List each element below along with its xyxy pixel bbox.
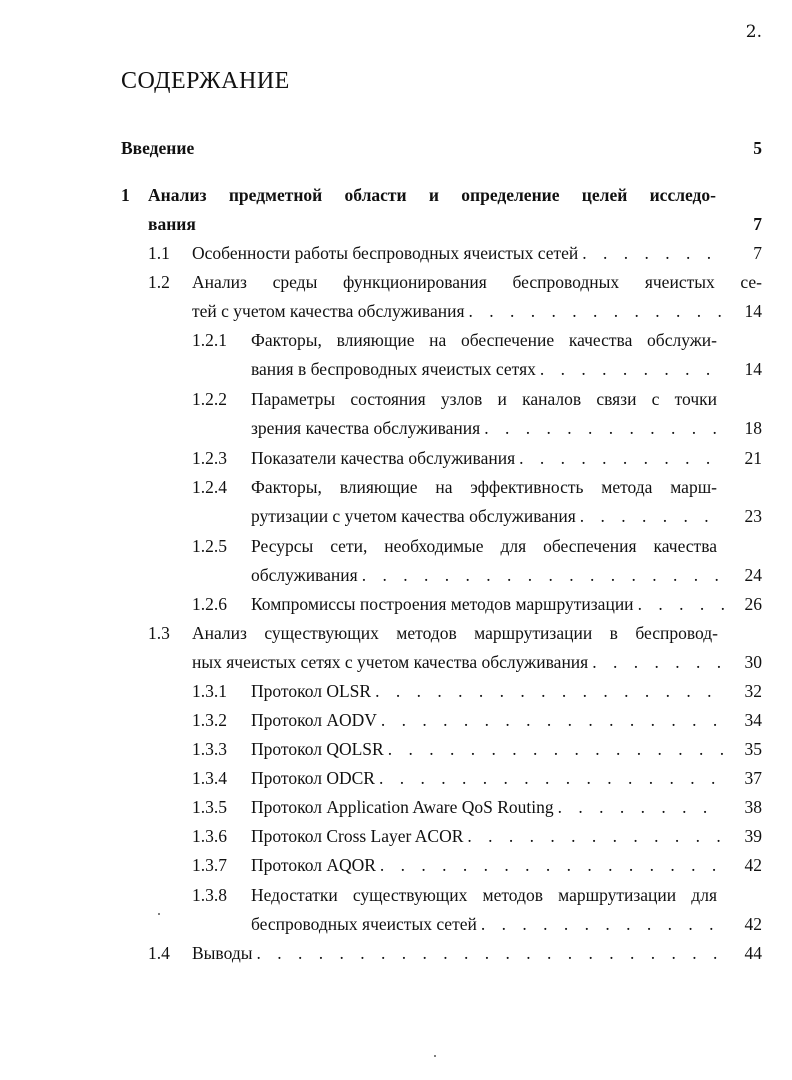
toc-entry-page: 39 [744,826,762,846]
toc-entry-label-line1: Факторы, влияющие на эффективность метода марш- [251,477,717,497]
page-number: 2. [745,22,762,42]
toc-entry-number: 1.2.2 [192,389,227,409]
toc-entry-number: 1.3.4 [192,768,227,788]
toc-entry-number: 1.3.5 [192,797,227,817]
leader-dots [467,822,724,851]
toc-entry-label-line1: Ресурсы сети, необходимые для обеспечения качества [251,536,717,556]
toc-entry-label: Протокол AQOR [251,855,376,875]
toc-entry-label: Протокол Application Aware QoS Routing [251,797,554,817]
leader-dots [484,414,724,443]
toc-entry-label-line2: вания [148,214,196,234]
toc-entry-label-line1: Анализ существующих методов маршрутизации в беспровод- [192,623,718,643]
toc-entry-number: 1.3 [148,623,170,643]
toc-entry-number: 1.3.2 [192,710,227,730]
toc-entry-page: 7 [753,214,762,234]
toc-entry-page: 7 [753,243,762,263]
toc-entry-number: 1.2.1 [192,330,227,350]
leader-dots [381,706,724,735]
toc-entry-label: Компромиссы построения методов маршрутизации [251,594,634,614]
leader-dots [580,502,724,531]
toc-entry-page: 42 [744,914,762,934]
leader-dots [638,590,724,619]
toc-entry-label-line2: ных ячеистых сетях с учетом качества обслуживания [192,652,589,672]
toc-entry-number: 1.3.8 [192,885,227,905]
scan-speck [158,913,160,915]
toc-entry-page: 37 [744,768,762,788]
leader-dots [379,764,724,793]
toc-entry-chapter-1-cont [148,210,762,239]
toc-entry-intro[interactable] [121,134,762,163]
toc-entry-number: 1.2 [148,272,170,292]
toc-entry-page: 5 [753,138,762,158]
toc-entry-label-line2: обслуживания [251,565,358,585]
toc-entry-label-line2: зрения качества обслуживания [251,418,481,438]
toc-entry-page: 21 [744,448,762,468]
toc-entry-number: 1.1 [148,243,170,263]
scan-speck [434,1055,436,1057]
toc-entry-label: Выводы [192,943,253,963]
toc-entry-number: 1 [121,185,130,205]
leader-dots [481,910,724,939]
toc-entry-number: 1.2.4 [192,477,227,497]
toc-entry-number: 1.3.1 [192,681,227,701]
leader-dots [558,793,724,822]
leader-dots [380,851,724,880]
toc-entry-number: 1.2.6 [192,594,227,614]
toc-entry-label-line2: вания в беспроводных ячеистых сетях [251,359,536,379]
toc-entry-page: 35 [744,739,762,759]
toc-entry-page: 24 [744,565,762,585]
leader-dots [375,677,724,706]
leader-dots [256,939,724,968]
leader-dots [582,239,724,268]
toc-entry-page: 38 [744,797,762,817]
toc-entry-number: 1.2.3 [192,448,227,468]
toc-entry-label: Особенности работы беспроводных ячеистых сетей [192,243,579,263]
toc-entry-number: 1.3.7 [192,855,227,875]
toc-entry-label-line1: Факторы, влияющие на обеспечение качества обслужи- [251,330,717,350]
toc-entry-label: Протокол AODV [251,710,377,730]
toc-entry-page: 42 [744,855,762,875]
toc-entry-label-line1: Параметры состояния узлов и каналов связи с точки [251,389,717,409]
toc-entry-page: 34 [744,710,762,730]
toc-entry-number: 1.3.6 [192,826,227,846]
toc-entry-page: 32 [744,681,762,701]
toc-entry-label-line2: беспроводных ячеистых сетей [251,914,477,934]
toc-entry-label: Введение [121,138,195,158]
toc-entry-label-line1: Недостатки существующих методов маршрутизации для [251,885,717,905]
leader-dots [540,355,724,384]
toc-entry-label: Протокол Cross Layer ACOR [251,826,464,846]
leader-dots [592,648,724,677]
toc-entry-page: 23 [744,506,762,526]
toc-entry-number: 1.4 [148,943,170,963]
toc-entry-page: 26 [744,594,762,614]
toc-entry-label: Показатели качества обслуживания [251,448,516,468]
toc-entry-label-line2: тей с учетом качества обслуживания [192,301,465,321]
toc-entry-page: 30 [744,652,762,672]
toc-entry-page: 14 [744,359,762,379]
toc-entry-number: 1.2.5 [192,536,227,556]
page-title: СОДЕРЖАНИЕ [121,68,290,94]
leader-dots [362,561,724,590]
toc-entry-label: Протокол QOLSR [251,739,384,759]
leader-dots [469,297,724,326]
leader-dots [388,735,724,764]
toc-entry-page: 44 [744,943,762,963]
toc-entry-label: Протокол OLSR [251,681,372,701]
toc-entry-page: 14 [744,301,762,321]
toc-entry-label-line1: Анализ среды функционирования беспроводных ячеистых се- [192,272,762,292]
toc-entry-number: 1.3.3 [192,739,227,759]
leader-dots [519,444,724,473]
toc-entry-label-line1: Анализ предметной области и определение целей исследо- [148,185,716,205]
toc-entry-page: 18 [744,418,762,438]
toc-entry-label-line2: рутизации с учетом качества обслуживания [251,506,576,526]
toc-entry-label: Протокол ODCR [251,768,375,788]
